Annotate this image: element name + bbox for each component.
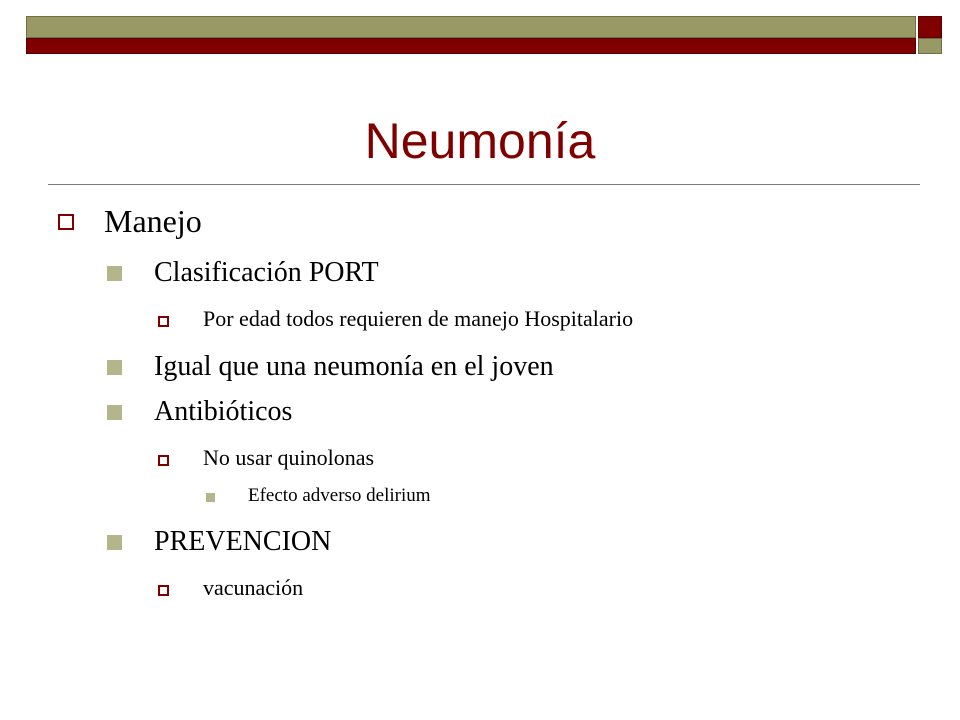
hollow-square-bullet-icon (158, 316, 169, 327)
bullet-level3-no-usar: No usar quinolonas (203, 445, 375, 470)
bullet-level4-efecto: Efecto adverso delirium (248, 485, 431, 506)
header-square-bottom (918, 38, 942, 54)
square-bullet-icon (206, 493, 215, 502)
bullet-level1-manejo: Manejo (104, 203, 202, 239)
bullet-level2-igual: Igual que una neumonía en el joven (154, 351, 554, 382)
slide-title: Neumonía (364, 113, 596, 169)
bullet-level2-clasificacion: Clasificación PORT (154, 257, 379, 288)
hollow-square-bullet-icon (158, 455, 169, 466)
square-bullet-icon (107, 405, 122, 420)
square-bullet-icon (107, 266, 122, 281)
bullet-level2-antibioticos: Antibióticos (154, 396, 293, 427)
bullet-level2-prevencion: PREVENCION (154, 526, 332, 557)
title-divider (48, 184, 920, 185)
hollow-square-bullet-icon (58, 214, 74, 230)
bullet-level3-vacunacion: vacunación (203, 575, 304, 600)
header-bar-maroon (26, 38, 916, 54)
header-bar-olive (26, 16, 916, 38)
square-bullet-icon (107, 535, 122, 550)
bullet-level3-por-edad: Por edad todos requieren de manejo Hospitalario (203, 306, 634, 331)
hollow-square-bullet-icon (158, 585, 169, 596)
header-square-top (918, 16, 942, 38)
square-bullet-icon (107, 360, 122, 375)
